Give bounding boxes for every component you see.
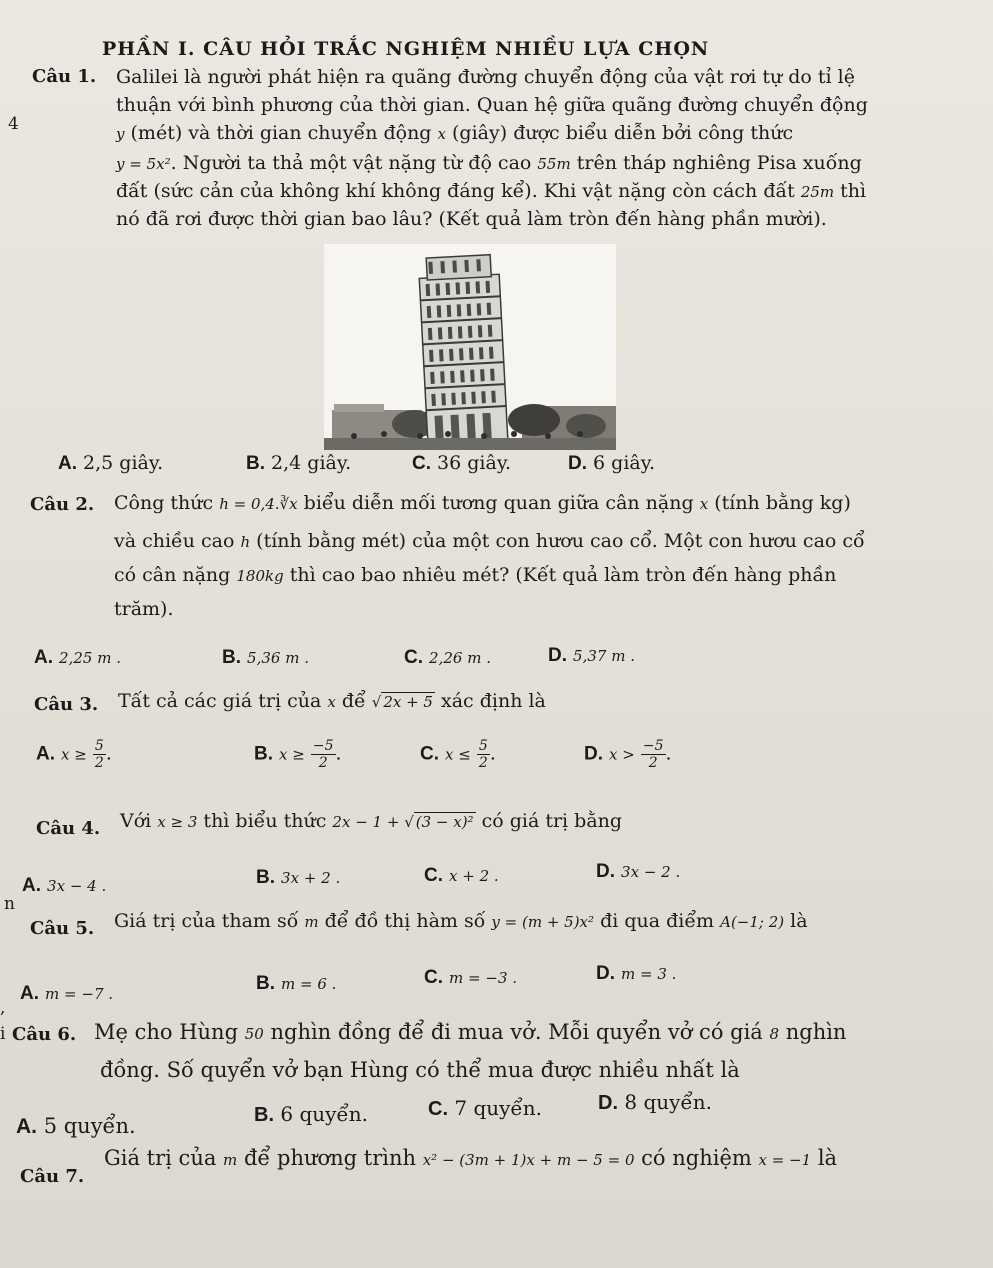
text-span: là xyxy=(784,910,808,932)
text-span: xác định là xyxy=(434,690,546,712)
option-a[interactable] xyxy=(20,982,113,1005)
option-c[interactable] xyxy=(412,452,511,475)
question-text xyxy=(118,690,546,712)
option-b[interactable] xyxy=(254,1102,368,1127)
pisa-tower-image xyxy=(324,244,616,450)
option-b[interactable] xyxy=(254,738,342,771)
text-span: đi qua điểm xyxy=(594,910,721,932)
option-relation: x ≥ xyxy=(279,745,305,764)
text-span: và chiều cao xyxy=(114,530,241,552)
option-period: . xyxy=(489,742,496,765)
option-letter: A. xyxy=(22,875,41,896)
option-relation: x ≤ xyxy=(445,745,471,764)
question-text xyxy=(116,122,793,144)
question-label: Câu 3. xyxy=(34,694,99,715)
option-letter: B. xyxy=(254,743,273,765)
option-a[interactable] xyxy=(22,874,106,897)
option-text: x + 2 . xyxy=(449,867,499,885)
option-c[interactable] xyxy=(424,864,499,887)
question-text xyxy=(114,910,808,932)
question-text xyxy=(114,530,865,552)
question-label: Câu 5. xyxy=(30,918,95,939)
height-value: 55m xyxy=(537,155,571,173)
denominator: 2 xyxy=(94,755,104,771)
option-text: 2,4 giây. xyxy=(271,452,352,474)
option-text: 2,5 giây. xyxy=(83,452,164,474)
option-letter: C. xyxy=(404,647,423,668)
question-text: thuận với bình phương của thời gian. Quan hệ giữa quãng đường chuyển động xyxy=(116,94,868,116)
sqrt-expression: √ 2x + 5 xyxy=(371,693,433,711)
question-text xyxy=(94,1020,846,1044)
margin-mark: , xyxy=(0,998,6,1018)
option-text: 5 quyển. xyxy=(43,1114,136,1138)
margin-mark: n xyxy=(4,894,15,914)
fraction xyxy=(477,738,490,771)
fraction xyxy=(641,738,666,771)
option-text: 2,26 m . xyxy=(429,649,491,667)
text-span: (mét) và thời gian chuyển động xyxy=(124,122,438,144)
option-period: . xyxy=(105,742,112,765)
option-text: 7 quyển. xyxy=(454,1096,542,1120)
formula: y = 5x² xyxy=(116,155,171,173)
option-c[interactable] xyxy=(424,966,517,989)
option-c[interactable] xyxy=(404,646,491,669)
option-relation: x > xyxy=(609,745,635,764)
numerator: −5 xyxy=(312,738,334,754)
option-letter: A. xyxy=(58,453,77,474)
denominator: 2 xyxy=(318,755,328,771)
question-text xyxy=(116,152,862,174)
option-letter: A. xyxy=(20,983,39,1004)
option-text: m = −7 . xyxy=(45,985,114,1003)
option-letter: B. xyxy=(254,1104,274,1126)
option-d[interactable] xyxy=(596,860,680,883)
mass-value: 180kg xyxy=(236,567,284,585)
option-d[interactable] xyxy=(584,738,672,771)
text-span: Mẹ cho Hùng xyxy=(94,1020,245,1044)
point: A(−1; 2) xyxy=(720,913,785,931)
sqrt-expression: √ (3 − x)² xyxy=(404,813,474,831)
variable: m xyxy=(304,913,319,931)
variable: x xyxy=(327,693,336,711)
text-span: (tính bằng kg) xyxy=(708,492,851,514)
fraction xyxy=(311,738,336,771)
option-b[interactable] xyxy=(256,866,340,889)
option-period: . xyxy=(335,742,342,765)
text-span: để xyxy=(335,690,372,712)
text-span: nghìn xyxy=(779,1020,847,1044)
option-c[interactable] xyxy=(428,1096,542,1121)
option-text: m = 3 . xyxy=(621,965,677,983)
option-letter: C. xyxy=(424,967,443,988)
function-expression: y = (m + 5)x² xyxy=(491,913,595,931)
option-a[interactable] xyxy=(36,738,112,771)
distance-value: 25m xyxy=(800,183,835,201)
text-span: có cân nặng xyxy=(114,564,237,586)
option-a[interactable] xyxy=(58,452,163,475)
question-text xyxy=(114,564,836,586)
equation: x² − (3m + 1)x + m − 5 = 0 xyxy=(422,1151,635,1169)
text-span: (giây) được biểu diễn bởi công thức xyxy=(445,122,794,144)
money-value: 50 xyxy=(244,1025,264,1043)
option-letter: C. xyxy=(412,453,431,474)
question-text: Galilei là người phát hiện ra quãng đường chuyển động của vật rơi tự do tỉ lệ xyxy=(116,66,855,88)
option-text: 36 giây. xyxy=(437,452,512,474)
option-letter: A. xyxy=(36,743,55,765)
question-text: đồng. Số quyển vở bạn Hùng có thể mua được nhiều nhất là xyxy=(100,1058,740,1082)
root-value: x = −1 xyxy=(758,1151,812,1169)
section-heading: PHẦN I. CÂU HỎI TRẮC NGHIỆM NHIỀU LỰA CHỌN xyxy=(102,38,710,60)
margin-mark: 4 xyxy=(8,114,19,134)
expression: 2x − 1 + xyxy=(332,813,405,831)
question-text xyxy=(116,180,866,202)
text-span: thì xyxy=(834,180,867,202)
option-d[interactable] xyxy=(598,1090,712,1115)
option-period: . xyxy=(665,742,672,765)
text-span: để phương trình xyxy=(237,1146,423,1170)
text-span: thì biểu thức xyxy=(197,810,333,832)
option-letter: D. xyxy=(596,963,615,984)
option-text: 6 giây. xyxy=(593,452,655,474)
option-b[interactable] xyxy=(246,452,351,475)
text-span: đất (sức cản của không khí không đáng kể). Khi vật nặng còn cách đất xyxy=(116,180,801,202)
option-text: 8 quyển. xyxy=(624,1090,712,1114)
option-letter: B. xyxy=(246,453,265,474)
option-b[interactable] xyxy=(256,972,336,995)
option-letter: A. xyxy=(34,647,53,668)
text-span: Tất cả các giá trị của xyxy=(118,690,328,712)
option-text: 2,25 m . xyxy=(59,649,121,667)
option-a[interactable] xyxy=(16,1114,136,1139)
formula: h = 0,4.∛x xyxy=(219,495,298,513)
option-letter: A. xyxy=(16,1115,37,1138)
option-text: m = −3 . xyxy=(449,969,518,987)
radicand: (3 − x)² xyxy=(415,813,474,831)
question-text xyxy=(120,810,622,832)
option-text: 5,36 m . xyxy=(247,649,309,667)
option-text: 6 quyển. xyxy=(280,1102,368,1126)
text-span: nghìn đồng để đi mua vở. Mỗi quyển vở có giá xyxy=(263,1020,770,1044)
text-span: Giá trị của tham số xyxy=(114,910,305,932)
radicand: 2x + 5 xyxy=(383,693,433,711)
text-span: (tính bằng mét) của một con hươu cao cổ. Một con hươu cao cổ xyxy=(250,530,865,552)
price-value: 8 xyxy=(769,1025,780,1043)
option-text: m = 6 . xyxy=(281,975,337,993)
question-text: nó đã rơi được thời gian bao lâu? (Kết quả làm tròn đến hàng phần mười). xyxy=(116,208,827,230)
option-letter: B. xyxy=(256,867,275,888)
denominator: 2 xyxy=(648,755,658,771)
numerator: 5 xyxy=(94,738,104,754)
variable: h xyxy=(240,533,251,551)
numerator: −5 xyxy=(642,738,664,754)
text-span: biểu diễn mối tương quan giữa cân nặng xyxy=(297,492,700,514)
option-relation: x ≥ xyxy=(61,745,87,764)
option-letter: D. xyxy=(596,861,615,882)
text-span: có nghiệm xyxy=(634,1146,759,1170)
option-b[interactable] xyxy=(222,646,309,669)
text-span: . Người ta thả một vật nặng từ độ cao xyxy=(170,152,538,174)
option-letter: C. xyxy=(428,1098,448,1120)
denominator: 2 xyxy=(478,755,488,771)
fraction xyxy=(93,738,106,771)
text-span: để đồ thị hàm số xyxy=(318,910,492,932)
variable: x xyxy=(699,495,709,513)
option-text: 3x − 2 . xyxy=(621,863,681,881)
margin-mark: i xyxy=(0,1024,6,1044)
variable: m xyxy=(223,1151,238,1169)
text-span: Công thức xyxy=(114,492,220,514)
numerator: 5 xyxy=(478,738,488,754)
question-label: Câu 1. xyxy=(32,66,97,87)
text-span: Với xyxy=(120,810,158,832)
text-span: là xyxy=(811,1146,838,1170)
option-text: 5,37 m . xyxy=(573,647,635,665)
question-text xyxy=(104,1146,837,1170)
text-span: có giá trị bằng xyxy=(475,810,623,832)
option-letter: D. xyxy=(568,453,587,474)
option-letter: C. xyxy=(424,865,443,886)
question-label: Câu 2. xyxy=(30,494,95,515)
tower-illustration xyxy=(324,244,616,450)
option-text: 3x − 4 . xyxy=(47,877,107,895)
option-d[interactable] xyxy=(548,644,635,667)
question-text xyxy=(114,492,851,514)
option-letter: D. xyxy=(598,1092,618,1114)
variable: y xyxy=(116,125,125,143)
option-letter: D. xyxy=(584,743,603,765)
option-text: 3x + 2 . xyxy=(281,869,341,887)
option-letter: D. xyxy=(548,645,567,666)
option-d[interactable] xyxy=(568,452,655,475)
option-letter: B. xyxy=(256,973,275,994)
question-label: Câu 4. xyxy=(36,818,101,839)
question-text: trăm). xyxy=(114,598,174,620)
question-label: Câu 7. xyxy=(20,1166,85,1187)
text-span: trên tháp nghiêng Pisa xuống xyxy=(570,152,862,174)
option-a[interactable] xyxy=(34,646,121,669)
option-c[interactable] xyxy=(420,738,496,771)
variable: x xyxy=(437,125,446,143)
question-label: Câu 6. xyxy=(12,1024,77,1045)
text-span: Giá trị của xyxy=(104,1146,224,1170)
option-d[interactable] xyxy=(596,962,676,985)
text-span: thì cao bao nhiêu mét? (Kết quả làm tròn đến hàng phần xyxy=(283,564,837,586)
condition: x ≥ 3 xyxy=(157,813,198,831)
option-letter: C. xyxy=(420,743,439,765)
option-letter: B. xyxy=(222,647,241,668)
